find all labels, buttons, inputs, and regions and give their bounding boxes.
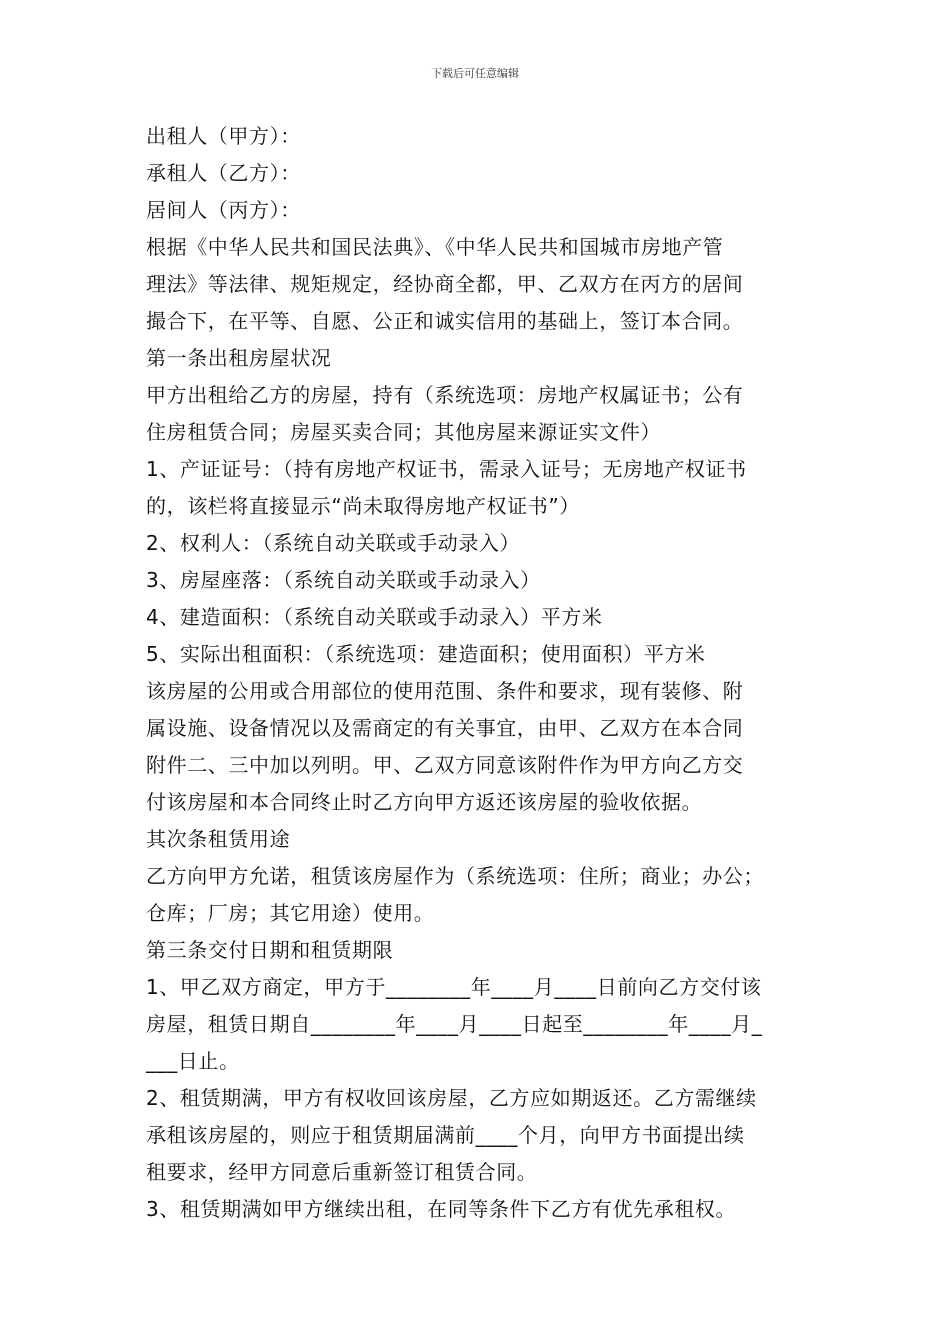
article-2-heading: 其次条租赁用途 — [146, 827, 291, 851]
article-1-item-2: 2、权利人：（系统自动关联或手动录入） — [146, 531, 521, 555]
article-1-item-4: 4、建造面积：（系统自动关联或手动录入）平方米 — [146, 605, 603, 629]
contract-body — [146, 118, 826, 1228]
article-1-text: 住房租赁合同；房屋买卖合同；其他房屋来源证实文件） — [146, 420, 661, 444]
article-3-item-2: 2、租赁期满，甲方有权收回该房屋，乙方应如期返还。乙方需继续 — [146, 1086, 757, 1110]
article-1-item-5: 5、实际出租面积：（系统选项：建造面积；使用面积）平方米 — [146, 642, 706, 666]
article-2-text: 乙方向甲方允诺，租赁该房屋作为（系统选项：住所；商业；办公； — [146, 864, 764, 888]
article-1-item-1: 1、产证证号：（持有房地产权证书，需录入证号；无房地产权证书 — [146, 457, 747, 481]
article-3-item-1: ___日止。 — [146, 1049, 240, 1073]
preamble-line: 理法》等法律、规矩规定，经协商全都，甲、乙双方在丙方的居间 — [146, 272, 744, 296]
article-3-item-1: 1、甲乙双方商定，甲方于________年____月____日前向乙方交付该 — [146, 975, 762, 999]
party-b-line: 承租人（乙方）： — [146, 161, 301, 185]
article-3-item-1: 房屋，租赁日期自________年____月____日起至________年____月_ — [146, 1012, 763, 1036]
article-1-paragraph: 付该房屋和本合同终止时乙方向甲方返还该房屋的验收依据。 — [146, 790, 703, 814]
party-c-line: 居间人（丙方）： — [146, 198, 301, 222]
article-3-item-2: 租要求，经甲方同意后重新签订租赁合同。 — [146, 1160, 538, 1184]
preamble-line: 根据《中华人民共和国民法典》、《中华人民共和国城市房地产管 — [146, 235, 724, 259]
article-1-paragraph: 属设施、设备情况以及需商定的有关事宜，由甲、乙双方在本合同 — [146, 716, 744, 740]
article-3-heading: 第三条交付日期和租赁期限 — [146, 938, 394, 962]
article-2-text: 仓库；厂房；其它用途）使用。 — [146, 901, 435, 925]
article-3-item-2: 承租该房屋的，则应于租赁期届满前____个月，向甲方书面提出续 — [146, 1123, 745, 1147]
preamble-line: 撮合下，在平等、自愿、公正和诚实信用的基础上，签订本合同。 — [146, 309, 744, 333]
page-header-note: 下载后可任意编辑 — [431, 67, 519, 80]
article-1-item-1: 的，该栏将直接显示“尚未取得房地产权证书”） — [146, 494, 580, 518]
article-1-item-3: 3、房屋座落：（系统自动关联或手动录入） — [146, 568, 541, 592]
article-1-paragraph: 该房屋的公用或合用部位的使用范围、条件和要求，现有装修、附 — [146, 679, 744, 703]
article-1-heading: 第一条出租房屋状况 — [146, 346, 332, 370]
party-a-line: 出租人（甲方）： — [146, 124, 301, 148]
article-1-paragraph: 附件二、三中加以列明。甲、乙双方同意该附件作为甲方向乙方交 — [146, 753, 744, 777]
article-1-text: 甲方出租给乙方的房屋，持有（系统选项：房地产权属证书；公有 — [146, 383, 744, 407]
article-3-item-3: 3、租赁期满如甲方继续出租，在同等条件下乙方有优先承租权。 — [146, 1197, 737, 1221]
